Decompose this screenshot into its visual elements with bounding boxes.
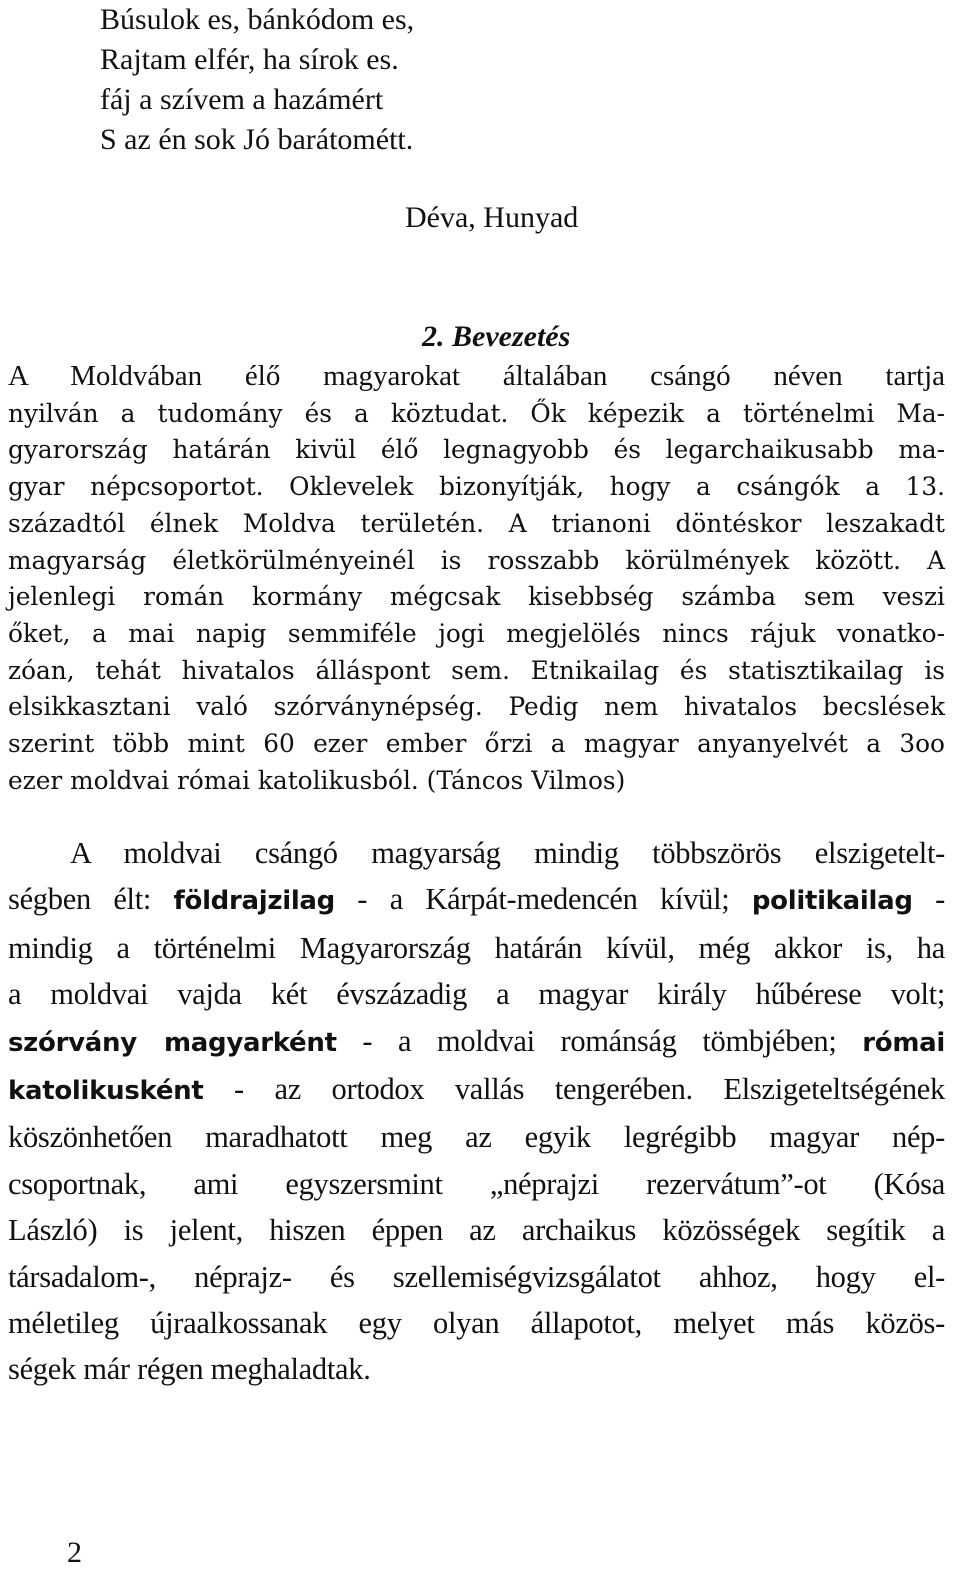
text-run: - az ortodox vallás tengerében. Elszigeteltségének	[203, 1072, 945, 1107]
text-run: -	[912, 882, 945, 917]
paragraph-line: a moldvai vajda két évszázadig a magyar király hűbérese volt;	[8, 977, 945, 1012]
paragraph-line: zóan, tehát hivatalos álláspont sem. Etnikailag és statisztikailag is	[8, 655, 945, 685]
paragraph-line: szerint több mint 60 ezer ember őrzi a magyar anyanyelvét a 3oo	[8, 729, 945, 759]
paragraph-line: ezer moldvai római katolikusból. (Táncos Vilmos)	[8, 765, 626, 795]
emphasis-diaspora: szórvány magyarként	[8, 1027, 337, 1058]
text-run: - a moldvai románság tömbjében;	[336, 1023, 863, 1058]
paragraph-line	[8, 1018, 945, 1066]
paragraph-line	[8, 358, 945, 396]
paragraph-isolation	[8, 830, 945, 1393]
poem-line: Rajtam elfér, ha sírok es.	[100, 43, 399, 76]
poem-line: S az én sok Jó barátométt.	[100, 123, 414, 156]
paragraph-line: köszönhetően maradhatott meg az egyik legrégibb magyar nép-	[8, 1120, 945, 1155]
paragraph-line: őket, a mai napig semmiféle jogi megjelölés nincs rájuk vonatko-	[8, 618, 945, 648]
paragraph-line: századtól élnek Moldva területén. A trianoni döntéskor leszakadt	[8, 508, 945, 538]
paragraph-line	[8, 876, 945, 924]
paragraph-line-text: A Moldvában élő magyarokat általában csángó néven tartja	[8, 360, 945, 392]
paragraph-line: csoportnak, ami egyszersmint „néprajzi rezervátum”-ot (Kósa	[8, 1166, 945, 1201]
paragraph-line: László) is jelent, hiszen éppen az archaikus közösségek segítik a	[8, 1213, 945, 1248]
paragraph-line: jelenlegi román kormány mégcsak kisebbség számba sem veszi	[8, 582, 945, 612]
section-heading: 2. Bevezetés	[422, 320, 571, 353]
paragraph-line	[8, 1066, 945, 1114]
text-run: - a Kárpát-medencén kívül;	[335, 882, 752, 917]
paragraph-line: elsikkasztani való szórványnépség. Pedig nem hivatalos becslések	[8, 692, 945, 722]
poem-line: fáj a szívem a hazámért	[100, 83, 384, 116]
paragraph-line: gyarország határán kivül élő legnagyobb és legarchaikusabb ma-	[8, 435, 945, 465]
emphasis-geographic: földrajzilag	[173, 886, 335, 917]
paragraph-line: A moldvai csángó magyarság mindig többszörös elszigetelt-	[70, 836, 945, 870]
paragraph-line: nyilván a tudomány és a köztudat. Ők képezik a történelmi Ma-	[8, 398, 945, 428]
paragraph-line: gyar népcsoportot. Oklevelek bizonyítják, hogy a csángók a 13.	[8, 472, 945, 502]
poem	[100, 0, 414, 160]
paragraph-line: társadalom-, néprajz- és szellemiségvizsgálatot ahhoz, hogy el-	[8, 1259, 945, 1294]
text-run: ségben élt:	[8, 882, 174, 917]
paragraph-intro	[8, 358, 945, 799]
paragraph-line: magyarság életkörülményeinél is rosszabb körülmények között. A	[8, 545, 945, 575]
poem-line: Búsulok es, bánkódom es,	[100, 3, 415, 36]
page-number: 2	[67, 1536, 82, 1569]
paragraph-line: ségek már régen meghaladtak.	[8, 1352, 371, 1387]
emphasis-roman: római	[862, 1027, 945, 1058]
emphasis-catholic: katolikusként	[8, 1076, 204, 1107]
paragraph-line: méletileg újraalkossanak egy olyan állapotot, melyet más közös-	[8, 1306, 945, 1341]
paragraph-line: mindig a történelmi Magyarország határán kívül, még akkor is, ha	[8, 930, 945, 965]
poem-place: Déva, Hunyad	[405, 201, 579, 234]
emphasis-political: politikailag	[751, 886, 913, 917]
